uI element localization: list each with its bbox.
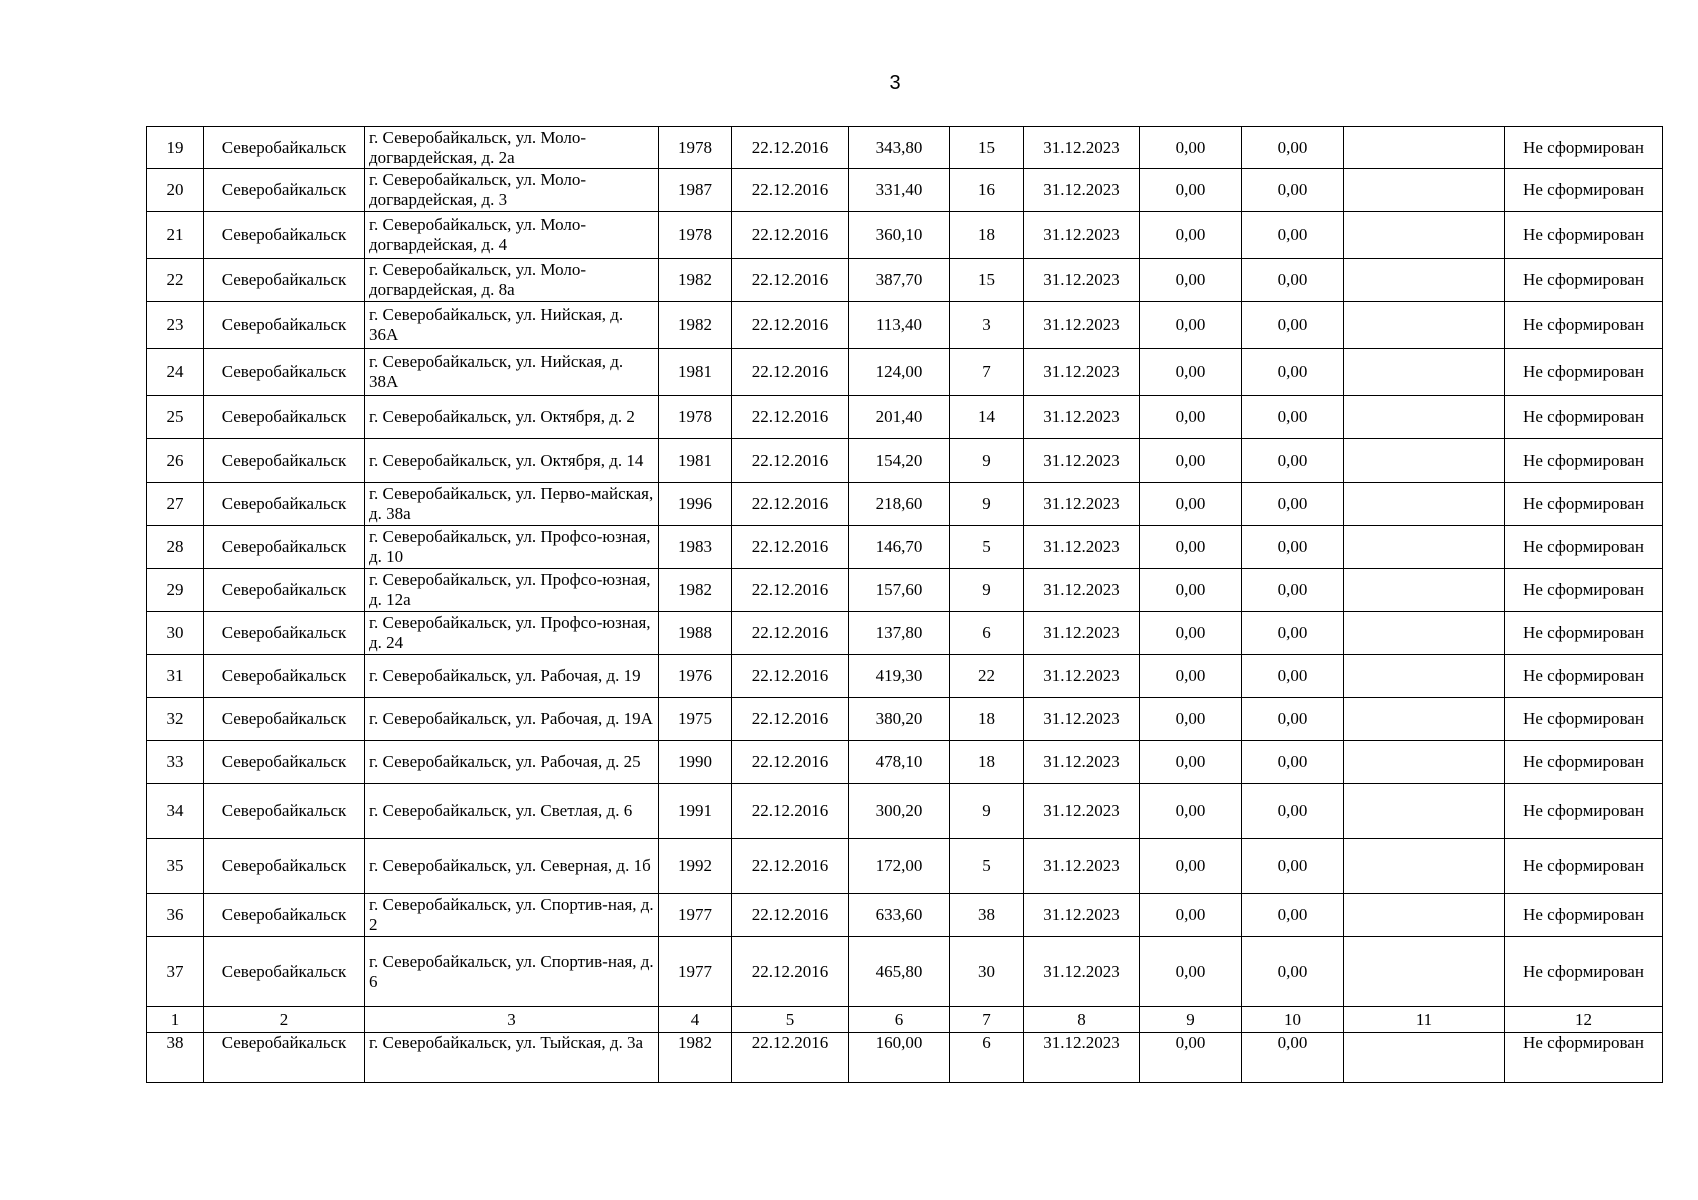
cell-date: 22.12.2016 bbox=[732, 212, 849, 259]
cell-people: 16 bbox=[950, 169, 1024, 212]
cell-number: 27 bbox=[147, 483, 204, 526]
cell-town: Северобайкальск bbox=[204, 396, 365, 439]
cell-status: Не сформирован bbox=[1505, 439, 1663, 483]
cell-year: 1982 bbox=[659, 259, 732, 302]
cell-date: 22.12.2016 bbox=[732, 698, 849, 741]
cell-amount-10: 0,00 bbox=[1242, 569, 1344, 612]
cell-year: 1987 bbox=[659, 169, 732, 212]
column-number-cell: 6 bbox=[849, 1007, 950, 1033]
cell-year: 1982 bbox=[659, 1033, 732, 1083]
cell-status: Не сформирован bbox=[1505, 937, 1663, 1007]
cell-date: 22.12.2016 bbox=[732, 169, 849, 212]
cell-number: 28 bbox=[147, 526, 204, 569]
cell-date: 22.12.2016 bbox=[732, 741, 849, 784]
cell-town: Северобайкальск bbox=[204, 784, 365, 839]
cell-date: 22.12.2016 bbox=[732, 396, 849, 439]
cell-year: 1977 bbox=[659, 937, 732, 1007]
cell-deadline: 31.12.2023 bbox=[1024, 259, 1140, 302]
cell-date: 22.12.2016 bbox=[732, 483, 849, 526]
cell-status: Не сформирован bbox=[1505, 655, 1663, 698]
cell-address: г. Северобайкальск, ул. Октября, д. 14 bbox=[365, 439, 659, 483]
cell-amount-9: 0,00 bbox=[1140, 439, 1242, 483]
cell-town: Северобайкальск bbox=[204, 302, 365, 349]
cell-amount-9: 0,00 bbox=[1140, 1033, 1242, 1083]
cell-town: Северобайкальск bbox=[204, 937, 365, 1007]
column-number-cell: 1 bbox=[147, 1007, 204, 1033]
table-row bbox=[147, 212, 1663, 259]
cell-area: 172,00 bbox=[849, 839, 950, 894]
cell-amount-10: 0,00 bbox=[1242, 302, 1344, 349]
column-number-cell: 3 bbox=[365, 1007, 659, 1033]
cell-deadline: 31.12.2023 bbox=[1024, 302, 1140, 349]
registry-table bbox=[146, 126, 1663, 1083]
cell-year: 1978 bbox=[659, 396, 732, 439]
cell-number: 33 bbox=[147, 741, 204, 784]
cell-number: 26 bbox=[147, 439, 204, 483]
cell-amount-10: 0,00 bbox=[1242, 127, 1344, 169]
cell-amount-10: 0,00 bbox=[1242, 937, 1344, 1007]
table-body-main bbox=[147, 127, 1663, 1007]
cell-status: Не сформирован bbox=[1505, 396, 1663, 439]
cell-amount-10: 0,00 bbox=[1242, 259, 1344, 302]
cell-address: г. Северобайкальск, ул. Моло-догвардейская, д. 3 bbox=[365, 169, 659, 212]
cell-col-11 bbox=[1344, 655, 1505, 698]
table-row bbox=[147, 612, 1663, 655]
cell-deadline: 31.12.2023 bbox=[1024, 655, 1140, 698]
cell-status: Не сформирован bbox=[1505, 784, 1663, 839]
cell-number: 32 bbox=[147, 698, 204, 741]
column-number-cell: 10 bbox=[1242, 1007, 1344, 1033]
cell-col-11 bbox=[1344, 127, 1505, 169]
cell-number: 24 bbox=[147, 349, 204, 396]
cell-col-11 bbox=[1344, 349, 1505, 396]
column-number-cell: 2 bbox=[204, 1007, 365, 1033]
cell-address: г. Северобайкальск, ул. Рабочая, д. 19А bbox=[365, 698, 659, 741]
cell-address: г. Северобайкальск, ул. Спортив-ная, д. 2 bbox=[365, 894, 659, 937]
cell-people: 30 bbox=[950, 937, 1024, 1007]
cell-town: Северобайкальск bbox=[204, 894, 365, 937]
cell-amount-9: 0,00 bbox=[1140, 655, 1242, 698]
cell-area: 218,60 bbox=[849, 483, 950, 526]
table-row bbox=[147, 439, 1663, 483]
cell-date: 22.12.2016 bbox=[732, 569, 849, 612]
cell-area: 157,60 bbox=[849, 569, 950, 612]
column-number-cell: 8 bbox=[1024, 1007, 1140, 1033]
cell-col-11 bbox=[1344, 1033, 1505, 1083]
cell-area: 633,60 bbox=[849, 894, 950, 937]
cell-amount-10: 0,00 bbox=[1242, 439, 1344, 483]
cell-amount-9: 0,00 bbox=[1140, 127, 1242, 169]
cell-amount-9: 0,00 bbox=[1140, 526, 1242, 569]
cell-deadline: 31.12.2023 bbox=[1024, 349, 1140, 396]
cell-col-11 bbox=[1344, 612, 1505, 655]
cell-year: 1975 bbox=[659, 698, 732, 741]
cell-number: 29 bbox=[147, 569, 204, 612]
cell-year: 1981 bbox=[659, 439, 732, 483]
table-row bbox=[147, 526, 1663, 569]
cell-date: 22.12.2016 bbox=[732, 839, 849, 894]
table-row bbox=[147, 784, 1663, 839]
cell-people: 5 bbox=[950, 839, 1024, 894]
cell-number: 21 bbox=[147, 212, 204, 259]
cell-deadline: 31.12.2023 bbox=[1024, 483, 1140, 526]
cell-people: 6 bbox=[950, 612, 1024, 655]
cell-area: 146,70 bbox=[849, 526, 950, 569]
cell-town: Северобайкальск bbox=[204, 349, 365, 396]
cell-people: 7 bbox=[950, 349, 1024, 396]
cell-address: г. Северобайкальск, ул. Нийская, д. 38А bbox=[365, 349, 659, 396]
cell-deadline: 31.12.2023 bbox=[1024, 698, 1140, 741]
cell-col-11 bbox=[1344, 396, 1505, 439]
cell-people: 9 bbox=[950, 569, 1024, 612]
table-row bbox=[147, 302, 1663, 349]
cell-col-11 bbox=[1344, 839, 1505, 894]
cell-area: 360,10 bbox=[849, 212, 950, 259]
cell-number: 36 bbox=[147, 894, 204, 937]
table-row bbox=[147, 894, 1663, 937]
cell-amount-10: 0,00 bbox=[1242, 839, 1344, 894]
cell-col-11 bbox=[1344, 937, 1505, 1007]
cell-amount-9: 0,00 bbox=[1140, 483, 1242, 526]
cell-date: 22.12.2016 bbox=[732, 259, 849, 302]
cell-year: 1982 bbox=[659, 302, 732, 349]
cell-year: 1981 bbox=[659, 349, 732, 396]
cell-amount-9: 0,00 bbox=[1140, 612, 1242, 655]
cell-status: Не сформирован bbox=[1505, 349, 1663, 396]
column-number-cell: 5 bbox=[732, 1007, 849, 1033]
cell-address: г. Северобайкальск, ул. Северная, д. 1б bbox=[365, 839, 659, 894]
cell-col-11 bbox=[1344, 259, 1505, 302]
cell-people: 9 bbox=[950, 439, 1024, 483]
cell-deadline: 31.12.2023 bbox=[1024, 612, 1140, 655]
cell-town: Северобайкальск bbox=[204, 612, 365, 655]
cell-address: г. Северобайкальск, ул. Профсо-юзная, д. 24 bbox=[365, 612, 659, 655]
cell-number: 20 bbox=[147, 169, 204, 212]
table-body-continued bbox=[147, 1033, 1663, 1083]
cell-status: Не сформирован bbox=[1505, 259, 1663, 302]
cell-area: 154,20 bbox=[849, 439, 950, 483]
cell-amount-9: 0,00 bbox=[1140, 937, 1242, 1007]
cell-address: г. Северобайкальск, ул. Тыйская, д. 3а bbox=[365, 1033, 659, 1083]
cell-col-11 bbox=[1344, 784, 1505, 839]
cell-people: 3 bbox=[950, 302, 1024, 349]
cell-address: г. Северобайкальск, ул. Моло-догвардейская, д. 2а bbox=[365, 127, 659, 169]
cell-area: 160,00 bbox=[849, 1033, 950, 1083]
cell-address: г. Северобайкальск, ул. Рабочая, д. 19 bbox=[365, 655, 659, 698]
cell-amount-10: 0,00 bbox=[1242, 396, 1344, 439]
cell-year: 1976 bbox=[659, 655, 732, 698]
cell-year: 1991 bbox=[659, 784, 732, 839]
cell-number: 22 bbox=[147, 259, 204, 302]
cell-status: Не сформирован bbox=[1505, 612, 1663, 655]
cell-town: Северобайкальск bbox=[204, 526, 365, 569]
cell-people: 9 bbox=[950, 483, 1024, 526]
cell-status: Не сформирован bbox=[1505, 127, 1663, 169]
cell-people: 38 bbox=[950, 894, 1024, 937]
cell-deadline: 31.12.2023 bbox=[1024, 1033, 1140, 1083]
cell-deadline: 31.12.2023 bbox=[1024, 212, 1140, 259]
cell-date: 22.12.2016 bbox=[732, 655, 849, 698]
cell-address: г. Северобайкальск, ул. Профсо-юзная, д. 12а bbox=[365, 569, 659, 612]
cell-number: 38 bbox=[147, 1033, 204, 1083]
cell-deadline: 31.12.2023 bbox=[1024, 894, 1140, 937]
column-number-cell: 9 bbox=[1140, 1007, 1242, 1033]
cell-area: 113,40 bbox=[849, 302, 950, 349]
cell-address: г. Северобайкальск, ул. Светлая, д. 6 bbox=[365, 784, 659, 839]
cell-status: Не сформирован bbox=[1505, 741, 1663, 784]
cell-deadline: 31.12.2023 bbox=[1024, 526, 1140, 569]
cell-number: 37 bbox=[147, 937, 204, 1007]
cell-address: г. Северобайкальск, ул. Перво-майская, д. 38а bbox=[365, 483, 659, 526]
cell-year: 1978 bbox=[659, 127, 732, 169]
table-row bbox=[147, 937, 1663, 1007]
cell-address: г. Северобайкальск, ул. Моло-догвардейская, д. 8а bbox=[365, 259, 659, 302]
table-row bbox=[147, 396, 1663, 439]
cell-number: 34 bbox=[147, 784, 204, 839]
cell-town: Северобайкальск bbox=[204, 483, 365, 526]
cell-amount-9: 0,00 bbox=[1140, 302, 1242, 349]
cell-amount-10: 0,00 bbox=[1242, 698, 1344, 741]
cell-amount-9: 0,00 bbox=[1140, 212, 1242, 259]
cell-deadline: 31.12.2023 bbox=[1024, 741, 1140, 784]
cell-status: Не сформирован bbox=[1505, 569, 1663, 612]
cell-year: 1977 bbox=[659, 894, 732, 937]
cell-people: 18 bbox=[950, 698, 1024, 741]
cell-people: 15 bbox=[950, 127, 1024, 169]
cell-town: Северобайкальск bbox=[204, 1033, 365, 1083]
cell-people: 14 bbox=[950, 396, 1024, 439]
cell-amount-9: 0,00 bbox=[1140, 741, 1242, 784]
cell-date: 22.12.2016 bbox=[732, 784, 849, 839]
cell-number: 23 bbox=[147, 302, 204, 349]
column-number-header bbox=[147, 1007, 1663, 1033]
cell-date: 22.12.2016 bbox=[732, 937, 849, 1007]
cell-amount-10: 0,00 bbox=[1242, 741, 1344, 784]
cell-amount-10: 0,00 bbox=[1242, 612, 1344, 655]
cell-col-11 bbox=[1344, 894, 1505, 937]
cell-address: г. Северобайкальск, ул. Моло-догвардейская, д. 4 bbox=[365, 212, 659, 259]
cell-number: 31 bbox=[147, 655, 204, 698]
cell-status: Не сформирован bbox=[1505, 1033, 1663, 1083]
cell-amount-9: 0,00 bbox=[1140, 349, 1242, 396]
cell-number: 30 bbox=[147, 612, 204, 655]
cell-deadline: 31.12.2023 bbox=[1024, 784, 1140, 839]
cell-area: 137,80 bbox=[849, 612, 950, 655]
column-number-row bbox=[147, 1007, 1663, 1033]
table-row bbox=[147, 655, 1663, 698]
cell-number: 19 bbox=[147, 127, 204, 169]
cell-people: 18 bbox=[950, 212, 1024, 259]
cell-amount-10: 0,00 bbox=[1242, 655, 1344, 698]
column-number-cell: 11 bbox=[1344, 1007, 1505, 1033]
cell-area: 300,20 bbox=[849, 784, 950, 839]
cell-date: 22.12.2016 bbox=[732, 349, 849, 396]
cell-amount-10: 0,00 bbox=[1242, 784, 1344, 839]
cell-area: 124,00 bbox=[849, 349, 950, 396]
cell-people: 6 bbox=[950, 1033, 1024, 1083]
cell-people: 18 bbox=[950, 741, 1024, 784]
cell-amount-10: 0,00 bbox=[1242, 894, 1344, 937]
cell-col-11 bbox=[1344, 698, 1505, 741]
cell-col-11 bbox=[1344, 212, 1505, 259]
column-number-cell: 4 bbox=[659, 1007, 732, 1033]
cell-deadline: 31.12.2023 bbox=[1024, 937, 1140, 1007]
cell-address: г. Северобайкальск, ул. Октября, д. 2 bbox=[365, 396, 659, 439]
cell-address: г. Северобайкальск, ул. Профсо-юзная, д. 10 bbox=[365, 526, 659, 569]
table-row bbox=[147, 483, 1663, 526]
cell-people: 22 bbox=[950, 655, 1024, 698]
cell-col-11 bbox=[1344, 569, 1505, 612]
column-number-cell: 7 bbox=[950, 1007, 1024, 1033]
column-number-cell: 12 bbox=[1505, 1007, 1663, 1033]
cell-col-11 bbox=[1344, 439, 1505, 483]
cell-status: Не сформирован bbox=[1505, 894, 1663, 937]
cell-year: 1992 bbox=[659, 839, 732, 894]
cell-status: Не сформирован bbox=[1505, 169, 1663, 212]
cell-town: Северобайкальск bbox=[204, 655, 365, 698]
cell-address: г. Северобайкальск, ул. Спортив-ная, д. 6 bbox=[365, 937, 659, 1007]
cell-deadline: 31.12.2023 bbox=[1024, 396, 1140, 439]
table-row bbox=[147, 259, 1663, 302]
cell-amount-10: 0,00 bbox=[1242, 483, 1344, 526]
cell-status: Не сформирован bbox=[1505, 483, 1663, 526]
cell-amount-10: 0,00 bbox=[1242, 526, 1344, 569]
cell-date: 22.12.2016 bbox=[732, 1033, 849, 1083]
page-number: 3 bbox=[889, 72, 901, 94]
cell-date: 22.12.2016 bbox=[732, 127, 849, 169]
cell-amount-9: 0,00 bbox=[1140, 784, 1242, 839]
cell-status: Не сформирован bbox=[1505, 839, 1663, 894]
cell-area: 465,80 bbox=[849, 937, 950, 1007]
table-row bbox=[147, 349, 1663, 396]
table-row bbox=[147, 839, 1663, 894]
cell-status: Не сформирован bbox=[1505, 698, 1663, 741]
cell-town: Северобайкальск bbox=[204, 259, 365, 302]
cell-town: Северобайкальск bbox=[204, 212, 365, 259]
cell-date: 22.12.2016 bbox=[732, 894, 849, 937]
cell-area: 343,80 bbox=[849, 127, 950, 169]
cell-town: Северобайкальск bbox=[204, 839, 365, 894]
table-row bbox=[147, 698, 1663, 741]
cell-date: 22.12.2016 bbox=[732, 302, 849, 349]
cell-amount-10: 0,00 bbox=[1242, 169, 1344, 212]
cell-deadline: 31.12.2023 bbox=[1024, 569, 1140, 612]
cell-year: 1996 bbox=[659, 483, 732, 526]
table-row bbox=[147, 1033, 1663, 1083]
cell-area: 380,20 bbox=[849, 698, 950, 741]
cell-col-11 bbox=[1344, 483, 1505, 526]
cell-amount-9: 0,00 bbox=[1140, 169, 1242, 212]
cell-col-11 bbox=[1344, 526, 1505, 569]
cell-year: 1982 bbox=[659, 569, 732, 612]
cell-town: Северобайкальск bbox=[204, 741, 365, 784]
cell-deadline: 31.12.2023 bbox=[1024, 127, 1140, 169]
cell-amount-9: 0,00 bbox=[1140, 569, 1242, 612]
cell-people: 9 bbox=[950, 784, 1024, 839]
cell-col-11 bbox=[1344, 741, 1505, 784]
cell-year: 1988 bbox=[659, 612, 732, 655]
table-row bbox=[147, 569, 1663, 612]
cell-area: 419,30 bbox=[849, 655, 950, 698]
cell-area: 331,40 bbox=[849, 169, 950, 212]
cell-number: 35 bbox=[147, 839, 204, 894]
cell-amount-9: 0,00 bbox=[1140, 839, 1242, 894]
table-row bbox=[147, 741, 1663, 784]
cell-address: г. Северобайкальск, ул. Нийская, д. 36А bbox=[365, 302, 659, 349]
cell-year: 1990 bbox=[659, 741, 732, 784]
cell-people: 5 bbox=[950, 526, 1024, 569]
cell-deadline: 31.12.2023 bbox=[1024, 839, 1140, 894]
cell-town: Северобайкальск bbox=[204, 698, 365, 741]
cell-date: 22.12.2016 bbox=[732, 439, 849, 483]
cell-people: 15 bbox=[950, 259, 1024, 302]
cell-town: Северобайкальск bbox=[204, 569, 365, 612]
cell-status: Не сформирован bbox=[1505, 302, 1663, 349]
cell-col-11 bbox=[1344, 169, 1505, 212]
cell-year: 1983 bbox=[659, 526, 732, 569]
table-row bbox=[147, 169, 1663, 212]
cell-area: 201,40 bbox=[849, 396, 950, 439]
cell-number: 25 bbox=[147, 396, 204, 439]
table-row bbox=[147, 127, 1663, 169]
cell-amount-10: 0,00 bbox=[1242, 1033, 1344, 1083]
cell-deadline: 31.12.2023 bbox=[1024, 439, 1140, 483]
cell-date: 22.12.2016 bbox=[732, 526, 849, 569]
cell-deadline: 31.12.2023 bbox=[1024, 169, 1140, 212]
cell-area: 478,10 bbox=[849, 741, 950, 784]
cell-year: 1978 bbox=[659, 212, 732, 259]
cell-amount-10: 0,00 bbox=[1242, 349, 1344, 396]
cell-amount-10: 0,00 bbox=[1242, 212, 1344, 259]
cell-amount-9: 0,00 bbox=[1140, 698, 1242, 741]
cell-amount-9: 0,00 bbox=[1140, 894, 1242, 937]
cell-amount-9: 0,00 bbox=[1140, 396, 1242, 439]
cell-col-11 bbox=[1344, 302, 1505, 349]
cell-town: Северобайкальск bbox=[204, 439, 365, 483]
cell-address: г. Северобайкальск, ул. Рабочая, д. 25 bbox=[365, 741, 659, 784]
cell-amount-9: 0,00 bbox=[1140, 259, 1242, 302]
cell-area: 387,70 bbox=[849, 259, 950, 302]
cell-status: Не сформирован bbox=[1505, 212, 1663, 259]
cell-town: Северобайкальск bbox=[204, 169, 365, 212]
cell-status: Не сформирован bbox=[1505, 526, 1663, 569]
cell-town: Северобайкальск bbox=[204, 127, 365, 169]
cell-date: 22.12.2016 bbox=[732, 612, 849, 655]
